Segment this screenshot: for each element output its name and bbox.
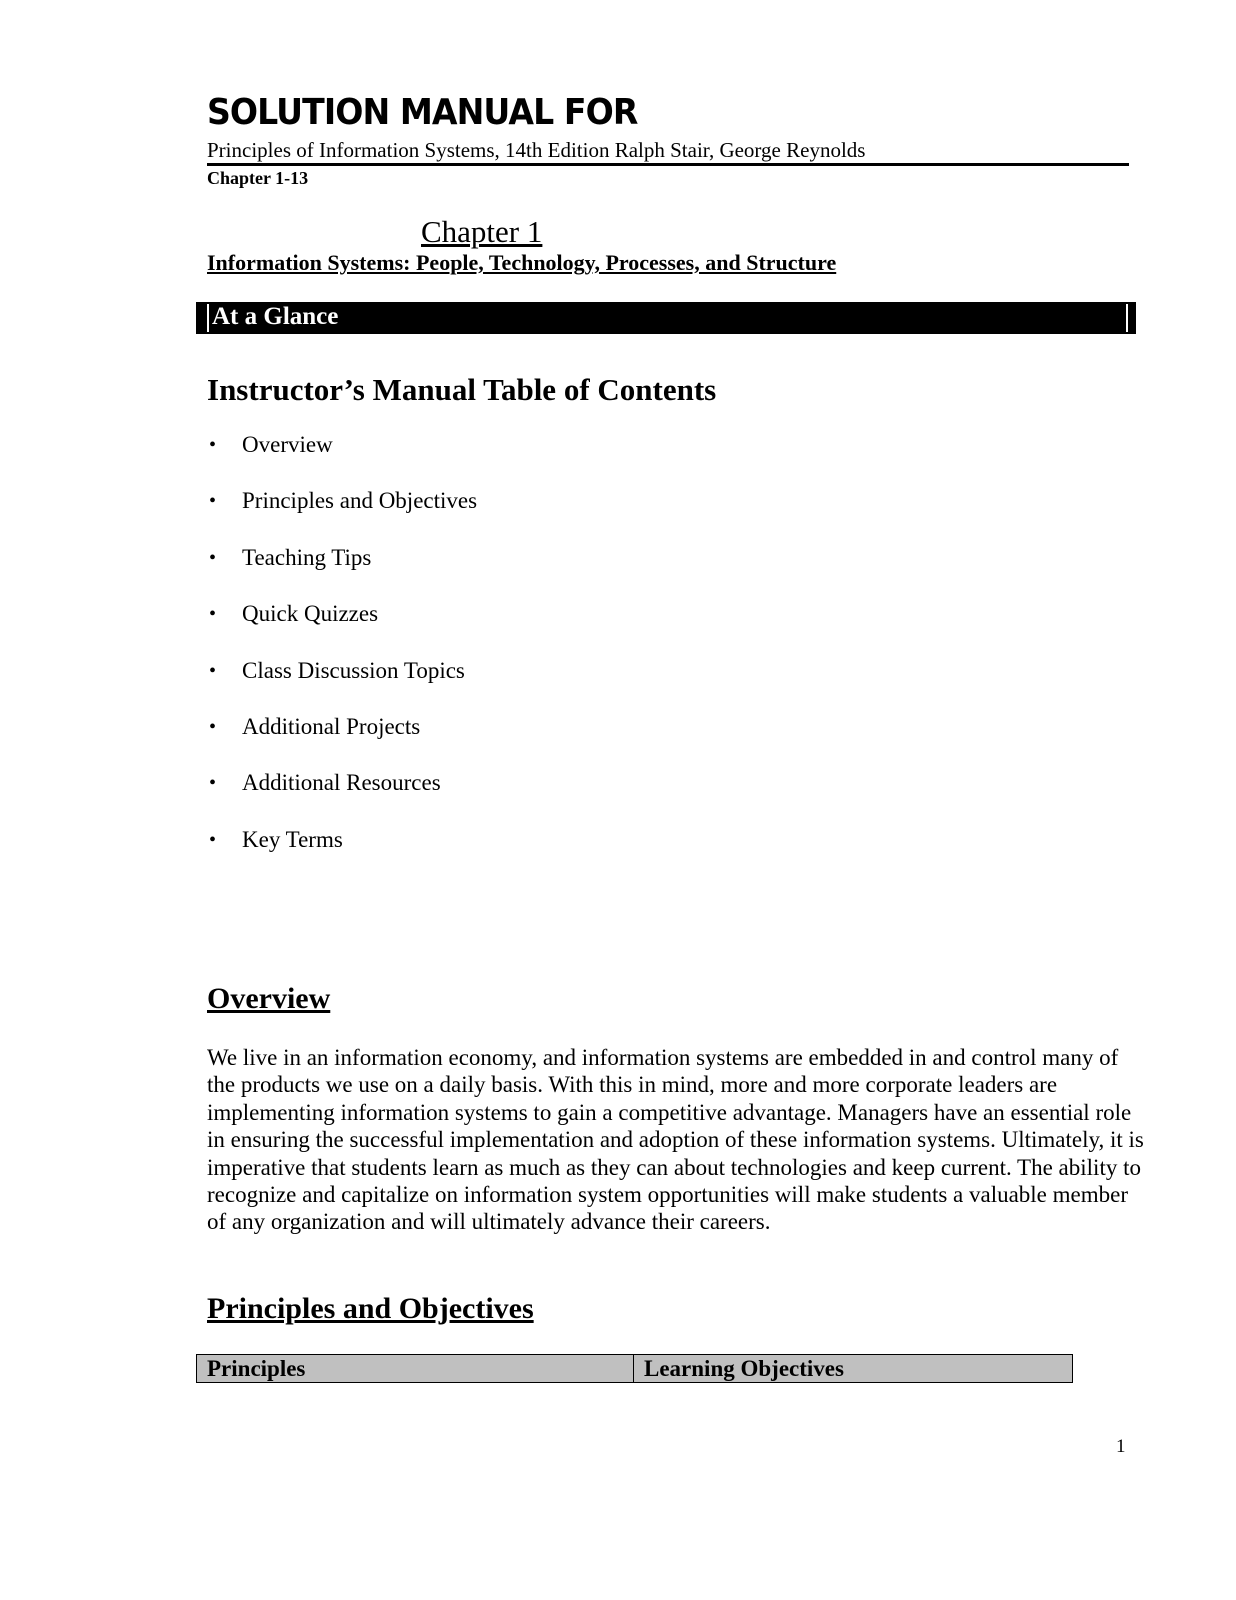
toc-item xyxy=(207,825,477,881)
chapter-title: Chapter 1 xyxy=(421,214,543,249)
bullet: • xyxy=(209,546,217,569)
toc-item-label: Additional Projects xyxy=(242,713,421,739)
toc-item xyxy=(207,656,477,712)
bullet: • xyxy=(209,715,217,738)
bullet: • xyxy=(209,434,217,456)
overview-heading: Overview xyxy=(207,982,331,1015)
toc-item xyxy=(207,712,477,768)
toc-item xyxy=(207,543,477,599)
toc-item-label: Quick Quizzes xyxy=(242,601,379,627)
page-number: 1 xyxy=(1116,1436,1126,1457)
toc-item xyxy=(207,430,477,486)
column-header-learning-objectives: Learning Objectives xyxy=(644,1356,844,1381)
book-subtitle: Principles of Information Systems, 14th Edition Ralph Stair, George Reynolds xyxy=(207,138,866,162)
toc-heading: Instructor’s Manual Table of Contents xyxy=(207,372,717,407)
toc-item-label: Teaching Tips xyxy=(242,544,372,570)
toc-item-label: Additional Resources xyxy=(242,770,441,796)
chapter-subtitle: Information Systems: People, Technology, Processes, and Structure xyxy=(207,250,837,275)
principles-heading: Principles and Objectives xyxy=(207,1292,534,1325)
overview-paragraph: We live in an information economy, and information systems are embedded in and control many of the products we use on a daily basis. With this in mind, more and more corporate leaders are implementing information systems to gain a competitive advantage. Managers have an essential role in ensuring the successful implementation and adoption of these information systems. Ultimately, it is imperative that students learn as much as they can about technologies and keep current. The ability to recognize and capitalize on information system opportunities will make students a valuable member of any organization and will ultimately advance their careers. xyxy=(207,1045,1144,1235)
toc-item xyxy=(207,599,477,655)
at-a-glance-label: At a Glance xyxy=(212,303,339,330)
bar-edge-right xyxy=(1126,304,1128,332)
banner-title: SOLUTION MANUAL FOR xyxy=(207,92,638,133)
at-a-glance-bar xyxy=(196,302,1136,334)
objectives-table-header xyxy=(196,1354,1073,1383)
chapter-range: Chapter 1-13 xyxy=(207,168,309,188)
toc-list xyxy=(207,430,477,881)
bullet: • xyxy=(209,603,217,626)
bar-edge-left xyxy=(207,304,209,332)
bullet: • xyxy=(209,828,217,851)
bullet: • xyxy=(209,772,217,795)
toc-item-label: Overview xyxy=(242,432,333,457)
column-header-principles: Principles xyxy=(197,1355,634,1382)
toc-item-label: Principles and Objectives xyxy=(242,488,478,514)
toc-item-label: Class Discussion Topics xyxy=(242,657,465,683)
toc-item xyxy=(207,768,477,824)
toc-item-label: Key Terms xyxy=(242,826,343,852)
header-divider xyxy=(207,163,1129,166)
bullet: • xyxy=(209,659,217,682)
bullet: • xyxy=(209,490,217,513)
toc-item xyxy=(207,486,477,542)
